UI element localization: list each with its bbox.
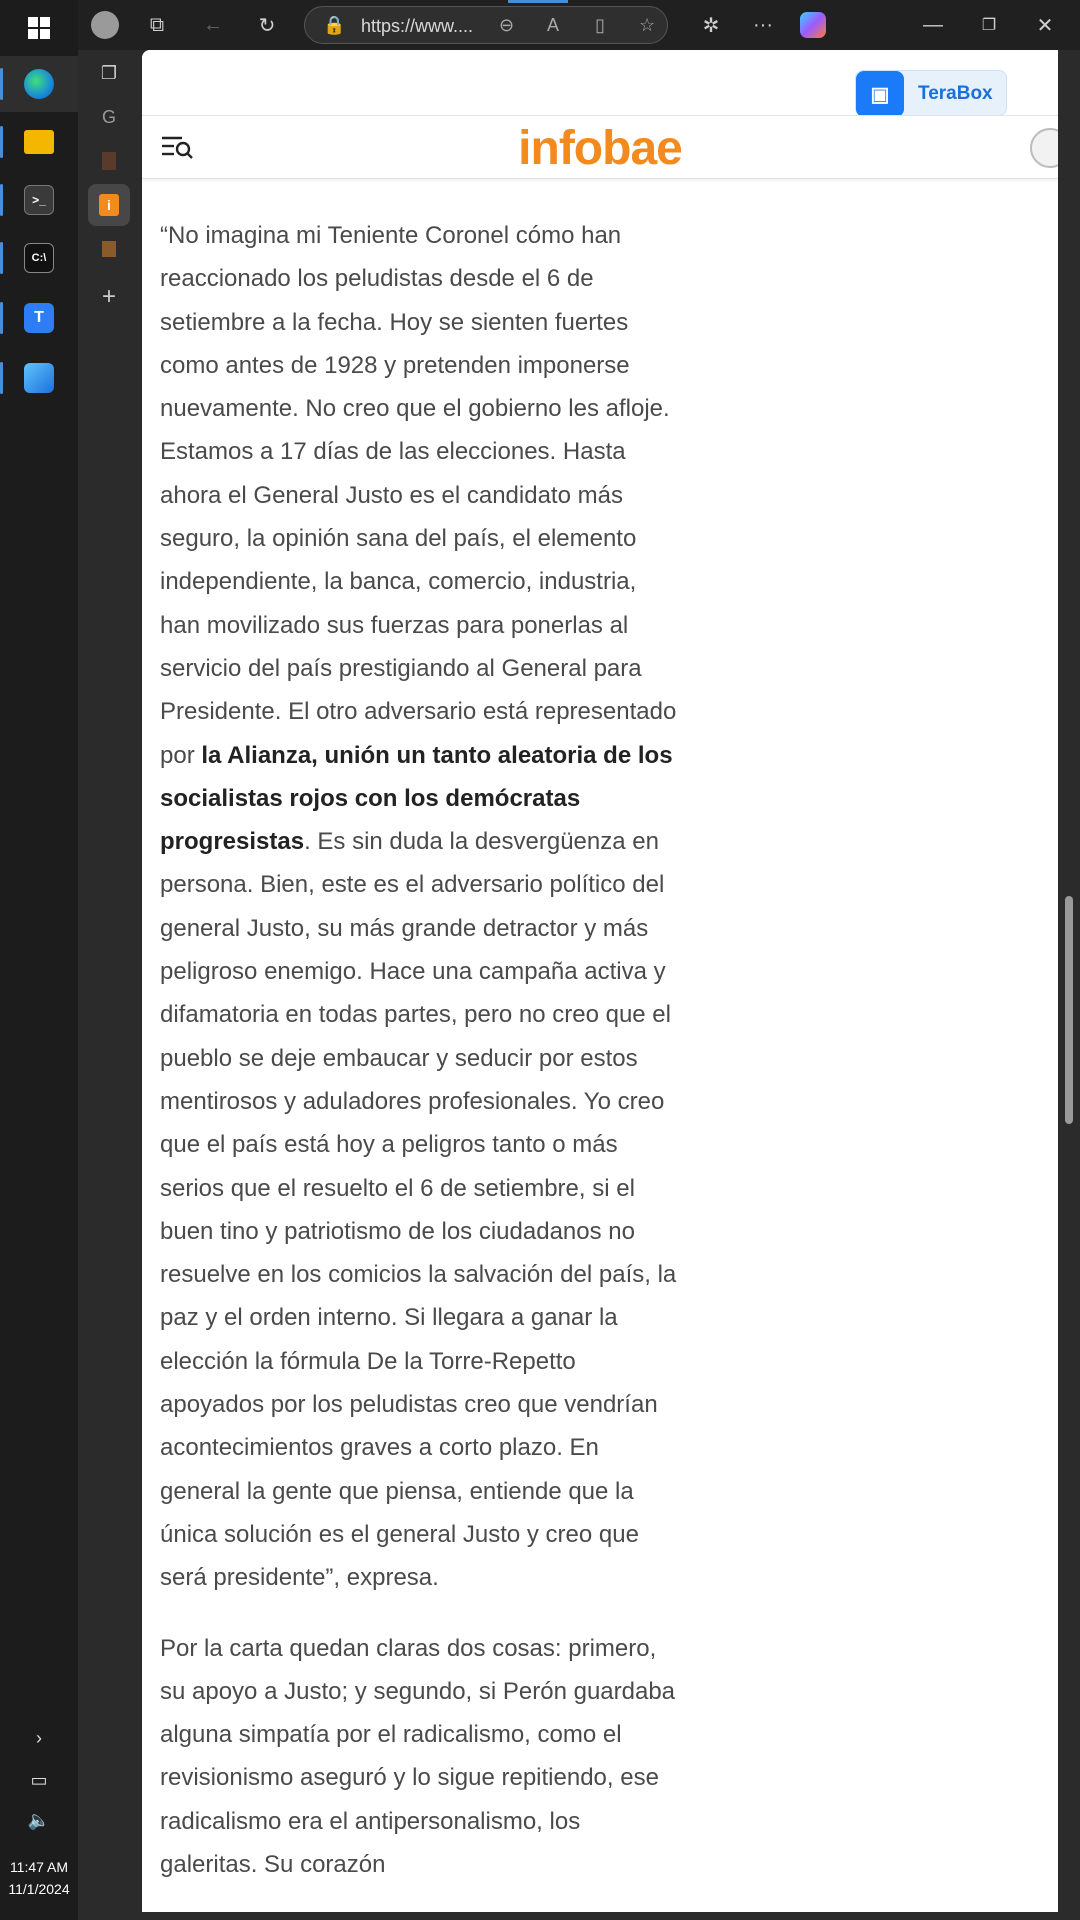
url-text[interactable]: https://www.... (361, 16, 474, 36)
workspaces-icon[interactable]: ⧉ (149, 13, 165, 36)
taskbar-command-prompt[interactable] (0, 230, 78, 286)
taskbar-terabox[interactable] (0, 290, 78, 346)
favorite-star-icon[interactable]: ☆ (639, 15, 656, 35)
new-tab-icon[interactable]: + (101, 283, 116, 310)
more-options-icon[interactable]: ··· (753, 13, 773, 36)
read-aloud-icon[interactable]: A (547, 15, 560, 35)
paragraph-text: “No imagina mi Teniente Coronel cómo han reaccionado los peludistas desde el 6 de setiembre a la fecha. Hoy se sienten fuertes como antes de 1928 y pretenden imponerse nuevamente. No creo que el gobierno les afloje. Estamos a 17 días de las elecciones. Hasta ahora el General Justo es el candidato más seguro, la opinión sana del país, el elemento independiente, la banca, comercio, industria, han movilizado sus fuerzas para ponerlas al servicio del país prestigiando al General para Presidente. El otro adversario está representado por (160, 222, 677, 769)
terabox-logo-icon: ▣ (856, 71, 904, 117)
taskbar-edge[interactable] (0, 56, 78, 112)
edge-icon (24, 69, 54, 99)
back-icon[interactable]: ← (203, 13, 223, 36)
article-paragraph (160, 214, 680, 1600)
ad-banner (142, 50, 1058, 114)
scrollbar-thumb[interactable] (1065, 896, 1073, 1124)
tab-google[interactable]: G (101, 106, 116, 127)
windows-logo-icon (28, 17, 50, 39)
maximize-icon[interactable]: ❐ (981, 17, 997, 34)
taskbar-photos[interactable] (0, 350, 78, 406)
paragraph-text: . Es sin duda la desvergüenza en persona. Bien, este es el adversario político del general Justo, su más grande detractor y más peligroso enemigo. Hace una campaña activa y difamatoria en todas partes, pero no creo que el pueblo se deje embaucar y seducir por estos mentirosos y aduladores profesionales. Yo creo que el país está hoy a peligros tanto o más serios que el resuelto el 6 de setiembre, si el buen tino y patriotismo de los ciudadanos no resuelve en los comicios la salvación del país, la paz y el orden interno. Si llegara a ganar la elección la fórmula De la Torre-Repetto apoyados por los peludistas creo que vendrían acontecimientos graves a corto plazo. En general la gente que piensa, entiende que la única solución es el general Justo y creo que será presidente”, expresa. (160, 828, 677, 1592)
tab-page-2[interactable] (88, 140, 130, 182)
article-paragraph: Por la carta quedan claras dos cosas: primero, su apoyo a Justo; y segundo, si Perón guardaba alguna simpatía por el radicalismo, como el revisionismo aseguró y lo sigue repitiendo, ese radicalismo era el antipersonalismo, los galeritas. Su corazón (160, 1634, 676, 1878)
terabox-label: TeraBox (918, 83, 993, 104)
profile-avatar-icon[interactable] (88, 8, 122, 42)
browser-toolbar (78, 0, 1080, 50)
site-header (142, 115, 1058, 179)
command-prompt-icon: C:\ (24, 243, 54, 273)
zoom-icon[interactable]: ⊖ (499, 15, 515, 35)
clock-date: 11/1/2024 (8, 1881, 70, 1897)
infobae-logo[interactable]: infobae (518, 122, 682, 175)
windows-taskbar (0, 0, 78, 1920)
terabox-ad-button[interactable] (855, 70, 1007, 116)
article-body (160, 214, 680, 1912)
browser-window (78, 0, 1080, 1920)
close-icon[interactable]: ✕ (1036, 14, 1054, 37)
terminal-icon: >_ (24, 185, 54, 215)
lock-icon[interactable]: 🔒 (323, 15, 346, 35)
clock-time: 11:47 AM (9, 1859, 69, 1875)
tab-infobae[interactable]: i (88, 184, 130, 226)
refresh-icon[interactable]: ↻ (258, 14, 276, 37)
volume-icon[interactable]: 🔈 (27, 1810, 51, 1830)
copilot-icon[interactable] (796, 8, 830, 42)
active-tab-indicator (508, 0, 568, 3)
terabox-icon: T (24, 303, 54, 333)
folder-icon (24, 130, 54, 154)
address-bar[interactable] (304, 6, 668, 44)
page-scrollbar[interactable] (1058, 50, 1080, 1912)
battery-icon[interactable]: ▭ (30, 1770, 48, 1790)
photos-icon (24, 363, 54, 393)
minimize-icon[interactable]: — (923, 13, 943, 36)
tab-actions-icon[interactable]: ❐ (100, 62, 118, 83)
taskbar-terminal[interactable] (0, 172, 78, 228)
split-screen-icon[interactable]: ▯ (595, 15, 605, 35)
taskbar-file-explorer[interactable] (0, 114, 78, 170)
tab-page-4[interactable] (88, 228, 130, 270)
chevron-right-icon[interactable]: › (36, 1728, 42, 1748)
extensions-icon[interactable]: ✲ (702, 14, 720, 37)
bold-text: la Alianza, unión un tanto aleatoria de los socialistas rojos con los demócratas progresistas (160, 741, 673, 856)
system-clock[interactable] (0, 1856, 78, 1900)
vertical-tabs-panel (78, 50, 142, 1920)
start-button[interactable] (0, 0, 78, 56)
web-page (142, 50, 1058, 1912)
